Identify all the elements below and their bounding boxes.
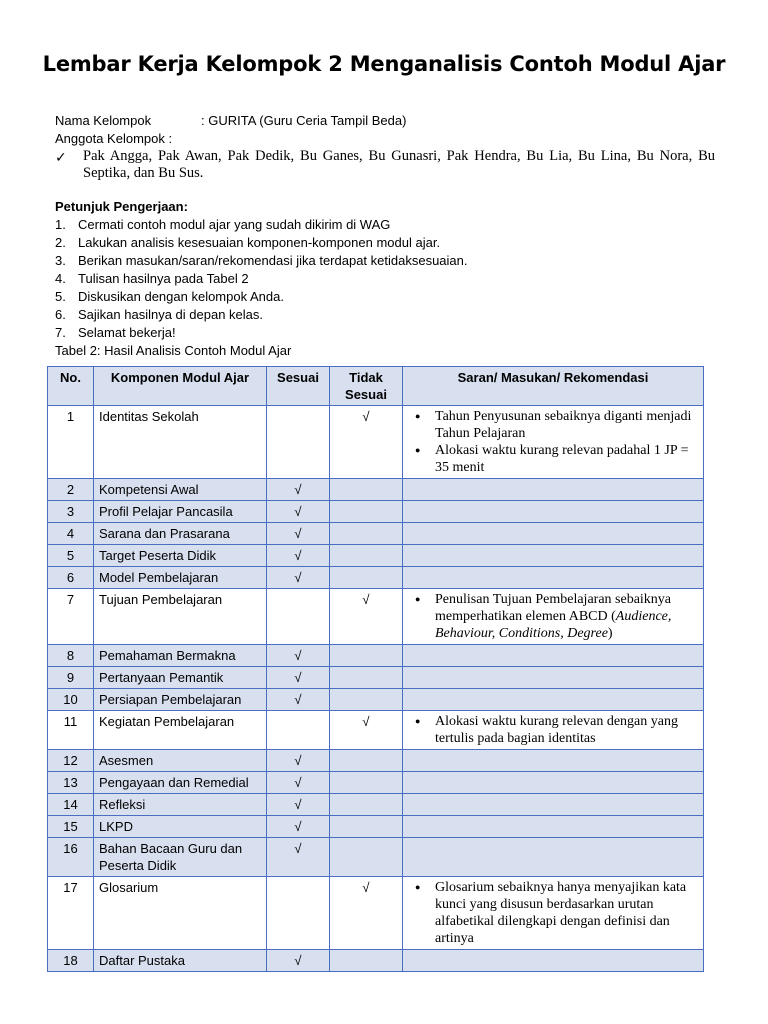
row-component: Kegiatan Pembelajaran: [94, 711, 267, 750]
members-label: Anggota Kelompok :: [55, 131, 173, 146]
instruction-number: 5.: [55, 289, 66, 304]
instruction-item: [55, 288, 715, 306]
row-number: 5: [48, 545, 94, 567]
row-number: 1: [48, 406, 94, 479]
row-tidak-sesuai-mark: [330, 750, 403, 772]
header-sesuai: Sesuai: [267, 367, 330, 406]
row-tidak-sesuai-mark: √: [330, 589, 403, 645]
instruction-text: Berikan masukan/saran/rekomendasi jika terdapat ketidaksesuaian.: [78, 253, 468, 268]
row-component: Pengayaan dan Remedial: [94, 772, 267, 794]
row-saran: [403, 750, 704, 772]
row-saran: [403, 501, 704, 523]
row-saran: [403, 950, 704, 972]
row-tidak-sesuai-mark: [330, 645, 403, 667]
row-component: Sarana dan Prasarana: [94, 523, 267, 545]
note-item: [407, 442, 699, 476]
note-text: Glosarium sebaiknya hanya menyajikan kata kunci yang disusun berdasarkan urutan alfabetikal dilengkapi dengan definisi dan artinya: [435, 880, 687, 946]
row-tidak-sesuai-mark: [330, 950, 403, 972]
row-saran: [403, 838, 704, 877]
note-item: [407, 591, 699, 642]
row-component: Glosarium: [94, 877, 267, 950]
row-number: 14: [48, 794, 94, 816]
instruction-text: Sajikan hasilnya di depan kelas.: [78, 307, 264, 322]
table-row: [48, 838, 704, 877]
row-component: Bahan Bacaan Guru dan Peserta Didik: [94, 838, 267, 877]
row-sesuai-mark: [267, 406, 330, 479]
row-number: 13: [48, 772, 94, 794]
row-component: Profil Pelajar Pancasila: [94, 501, 267, 523]
row-component: Kompetensi Awal: [94, 479, 267, 501]
row-saran: [403, 645, 704, 667]
note-text: Tahun Penyusunan sebaiknya diganti menjadi Tahun Pelajaran: [435, 409, 692, 441]
bullet-icon: ●: [415, 411, 421, 421]
row-tidak-sesuai-mark: √: [330, 711, 403, 750]
row-sesuai-mark: √: [267, 750, 330, 772]
row-sesuai-mark: √: [267, 816, 330, 838]
table-row: [48, 750, 704, 772]
instruction-item: [55, 252, 715, 270]
table-row: [48, 589, 704, 645]
note-text-part: ): [607, 626, 613, 641]
row-saran: [403, 406, 704, 479]
table-row: [48, 567, 704, 589]
bullet-icon: ●: [415, 882, 421, 892]
row-sesuai-mark: √: [267, 667, 330, 689]
row-component: Asesmen: [94, 750, 267, 772]
row-tidak-sesuai-mark: [330, 567, 403, 589]
row-component: Refleksi: [94, 794, 267, 816]
page-title: Lembar Kerja Kelompok 2 Menganalisis Contoh Modul Ajar: [42, 52, 726, 76]
table-row: [48, 545, 704, 567]
note-text-part: Penulisan Tujuan Pembelajaran sebaiknya memperhatikan elemen ABCD (: [435, 592, 672, 624]
members-text: Pak Angga, Pak Awan, Pak Dedik, Bu Ganes, Bu Gunasri, Pak Hendra, Bu Lia, Bu Lina, Bu Nora, Bu Septika, dan Bu Sus.: [83, 148, 715, 181]
instruction-text: Lakukan analisis kesesuaian komponen-komponen modul ajar.: [78, 235, 441, 250]
row-sesuai-mark: √: [267, 523, 330, 545]
table-row: [48, 877, 704, 950]
note-text: Alokasi waktu kurang relevan dengan yang tertulis pada bagian identitas: [435, 714, 678, 746]
instruction-number: 7.: [55, 325, 66, 340]
row-sesuai-mark: [267, 877, 330, 950]
header-component: Komponen Modul Ajar: [94, 367, 267, 406]
bullet-icon: ●: [415, 594, 421, 604]
row-component: Model Pembelajaran: [94, 567, 267, 589]
table-row: [48, 667, 704, 689]
row-tidak-sesuai-mark: [330, 501, 403, 523]
row-number: 12: [48, 750, 94, 772]
row-sesuai-mark: √: [267, 479, 330, 501]
row-number: 6: [48, 567, 94, 589]
row-number: 18: [48, 950, 94, 972]
table-row: [48, 772, 704, 794]
row-component: Identitas Sekolah: [94, 406, 267, 479]
table-row: [48, 794, 704, 816]
header-no: No.: [48, 367, 94, 406]
row-number: 3: [48, 501, 94, 523]
instruction-text: Cermati contoh modul ajar yang sudah dikirim di WAG: [78, 217, 391, 232]
row-tidak-sesuai-mark: [330, 667, 403, 689]
check-icon: ✓: [55, 149, 67, 165]
row-component: Pertanyaan Pemantik: [94, 667, 267, 689]
row-sesuai-mark: √: [267, 838, 330, 877]
analysis-table: [47, 366, 704, 972]
instruction-item: [55, 306, 715, 324]
table-body: [48, 406, 704, 972]
row-saran: [403, 667, 704, 689]
instruction-number: 4.: [55, 271, 66, 286]
instructions-title: Petunjuk Pengerjaan:: [55, 199, 188, 214]
instructions: [55, 198, 715, 360]
row-number: 10: [48, 689, 94, 711]
table-row: [48, 689, 704, 711]
row-tidak-sesuai-mark: [330, 479, 403, 501]
row-sesuai-mark: [267, 589, 330, 645]
row-saran: [403, 523, 704, 545]
instruction-item: [55, 234, 715, 252]
note-item: [407, 713, 699, 747]
note-item: [407, 408, 699, 442]
row-component: Pemahaman Bermakna: [94, 645, 267, 667]
row-number: 11: [48, 711, 94, 750]
row-number: 4: [48, 523, 94, 545]
row-component: LKPD: [94, 816, 267, 838]
row-saran: [403, 877, 704, 950]
group-name-value: : GURITA (Guru Ceria Tampil Beda): [201, 113, 407, 128]
instructions-list: [55, 216, 715, 342]
row-sesuai-mark: √: [267, 689, 330, 711]
row-tidak-sesuai-mark: √: [330, 877, 403, 950]
instruction-number: 2.: [55, 235, 66, 250]
note-text-italic: Audience, Behaviour, Conditions, Degree: [435, 609, 672, 641]
row-sesuai-mark: √: [267, 645, 330, 667]
note-text: [435, 591, 699, 642]
note-text: Alokasi waktu kurang relevan padahal 1 JP = 35 menit: [435, 443, 689, 475]
note-item: [407, 879, 699, 947]
row-tidak-sesuai-mark: √: [330, 406, 403, 479]
row-saran: [403, 772, 704, 794]
row-number: 8: [48, 645, 94, 667]
group-name-label: Nama Kelompok: [55, 113, 152, 128]
header-saran: Saran/ Masukan/ Rekomendasi: [403, 367, 704, 406]
instruction-item: [55, 216, 715, 234]
row-sesuai-mark: [267, 711, 330, 750]
instruction-text: Tulisan hasilnya pada Tabel 2: [78, 271, 249, 286]
row-number: 17: [48, 877, 94, 950]
row-component: Persiapan Pembelajaran: [94, 689, 267, 711]
table-row: [48, 406, 704, 479]
row-number: 15: [48, 816, 94, 838]
row-component: Target Peserta Didik: [94, 545, 267, 567]
row-sesuai-mark: √: [267, 545, 330, 567]
bullet-icon: ●: [415, 716, 421, 726]
table-row: [48, 523, 704, 545]
instruction-number: 1.: [55, 217, 66, 232]
table-header-row: [48, 367, 704, 406]
table-caption: Tabel 2: Hasil Analisis Contoh Modul Ajar: [55, 343, 292, 358]
row-saran: [403, 479, 704, 501]
row-tidak-sesuai-mark: [330, 523, 403, 545]
row-saran: [403, 689, 704, 711]
row-number: 2: [48, 479, 94, 501]
row-component: Daftar Pustaka: [94, 950, 267, 972]
table-row: [48, 816, 704, 838]
row-tidak-sesuai-mark: [330, 545, 403, 567]
group-name-row: [55, 112, 715, 130]
row-tidak-sesuai-mark: [330, 772, 403, 794]
instruction-text: Selamat bekerja!: [78, 325, 176, 340]
row-sesuai-mark: √: [267, 950, 330, 972]
row-number: 16: [48, 838, 94, 877]
table-row: [48, 479, 704, 501]
row-tidak-sesuai-mark: [330, 838, 403, 877]
instruction-item: [55, 270, 715, 288]
bullet-icon: ●: [415, 445, 421, 455]
instruction-text: Diskusikan dengan kelompok Anda.: [78, 289, 284, 304]
row-sesuai-mark: √: [267, 794, 330, 816]
table-row: [48, 501, 704, 523]
row-sesuai-mark: √: [267, 567, 330, 589]
row-sesuai-mark: √: [267, 501, 330, 523]
row-saran: [403, 567, 704, 589]
row-component: Tujuan Pembelajaran: [94, 589, 267, 645]
table-row: [48, 711, 704, 750]
table-row: [48, 950, 704, 972]
instruction-number: 3.: [55, 253, 66, 268]
row-saran: [403, 816, 704, 838]
row-saran: [403, 794, 704, 816]
row-saran: [403, 545, 704, 567]
instruction-number: 6.: [55, 307, 66, 322]
row-saran: [403, 711, 704, 750]
group-info: [55, 112, 715, 182]
row-number: 9: [48, 667, 94, 689]
header-tidak-sesuai: Tidak Sesuai: [330, 367, 403, 406]
row-sesuai-mark: √: [267, 772, 330, 794]
row-number: 7: [48, 589, 94, 645]
members-row: [55, 148, 715, 182]
instruction-item: [55, 324, 715, 342]
row-tidak-sesuai-mark: [330, 689, 403, 711]
row-tidak-sesuai-mark: [330, 794, 403, 816]
row-tidak-sesuai-mark: [330, 816, 403, 838]
row-saran: [403, 589, 704, 645]
table-row: [48, 645, 704, 667]
